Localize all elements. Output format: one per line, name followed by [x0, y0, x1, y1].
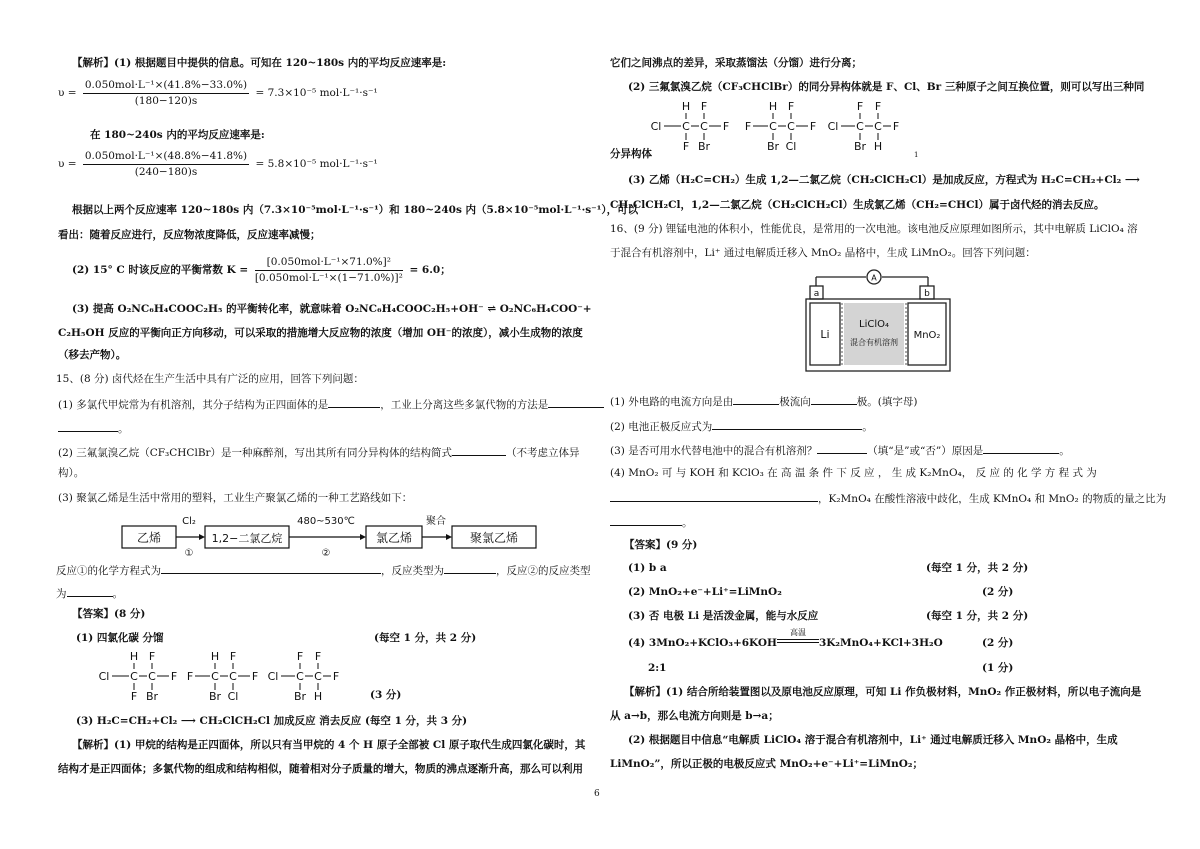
svg-text:F: F [700, 100, 708, 113]
svg-text:F: F [874, 100, 882, 113]
question-15-part3-fill-cont [56, 587, 123, 600]
q16-sub2-end: 。 [862, 421, 873, 433]
analysis-q14-conclusion-a: 根据以上两个反应速率 120~180s 内（7.3×10⁻⁵mol·L⁻¹·s⁻¹）和 180~240s 内（5.8×10⁻⁵mol·L⁻¹·s⁻¹），可以 [72, 204, 639, 216]
analysis-q14-p3-b: C₂H₅OH 反应的平衡向正方向移动，可以采取的措施增大反应物的浓度（增加 OH⁻的浓度），减小生成物的浓度 [58, 327, 583, 339]
svg-text:H: H [768, 100, 778, 113]
q16-sub2-text: (2) 电池正极反应式为 [610, 421, 713, 433]
answer-blank [444, 564, 496, 574]
q15-part3-fill-end: 。 [112, 588, 123, 600]
q16-sub3 [610, 444, 1070, 457]
svg-text:F: F [856, 100, 864, 113]
analysis-q14-p3-a: (3) 提高 O₂NC₆H₄COOC₂H₅ 的平衡转化率，就意味着 O₂NC₆H₄COOC₂H₅+OH⁻ ⇌ O₂NC₆H₄COO⁻+ [72, 303, 592, 315]
answer-15-part1-score: (每空 1 分，共 2 分) [374, 632, 477, 644]
answer-blank [58, 422, 118, 432]
flow-arrow2-step: ② [321, 548, 331, 559]
battery-diagram [804, 272, 954, 374]
isomer-tail: 分异构体 [610, 148, 652, 160]
svg-text:C: C [211, 670, 219, 683]
reaction-condition: 高温 [789, 628, 806, 637]
answer-16-part4-score: (2 分) [982, 637, 1014, 649]
arrow-head-icon [199, 534, 205, 540]
answer-blank [983, 444, 1059, 454]
answer-blank [610, 492, 818, 502]
analysis-q14-intro2: 在 180~240s 内的平均反应速率是: [90, 129, 265, 141]
rate-equation-1 [58, 80, 378, 106]
question-15-header: 15、(8 分) 卤代烃在生产生活中具有广泛的应用，回答下列问题： [56, 373, 364, 385]
svg-text:C: C [130, 670, 138, 683]
svg-text:F: F [332, 670, 340, 683]
svg-text:F: F [722, 120, 730, 133]
svg-text:F: F [787, 100, 795, 113]
q15-part3-fill-a: 反应①的化学方程式为 [56, 565, 161, 577]
question-15-part1-cont [58, 422, 129, 435]
svg-text:F: F [314, 650, 322, 663]
q15-part2-text-a: (2) 三氟氯溴乙烷（CF₃CHClBr）是一种麻醉剂，写出其所有同分异构体的结构简式 [58, 447, 453, 459]
answer-blank [67, 587, 113, 597]
svg-text:H: H [873, 140, 883, 153]
analysis-p3-a: (3) 乙烯（H₂C=CH₂）生成 1,2—二氯乙烷（CH₂ClCH₂Cl）是加成反应，方程式为 H₂C=CH₂+Cl₂ ⟶ [628, 174, 1140, 186]
answer-15-part1: (1) 四氯化碳 分馏 [76, 632, 164, 644]
q15-part1-text-b: ，工业上分离这些多氯代物的方法是 [380, 399, 549, 411]
rate2-fraction [83, 151, 249, 177]
continued-text: 它们之间沸点的差异，采取蒸馏法（分馏）进行分离； [610, 57, 862, 69]
flow-arrow2-condition: 480~530℃ [297, 516, 355, 527]
mno2-label: MnO₂ [913, 330, 941, 341]
svg-text:H: H [681, 100, 691, 113]
arrow-head-icon [446, 534, 452, 540]
answer-blank [548, 398, 604, 408]
q16-sub4-end: 。 [682, 517, 693, 529]
svg-text:F: F [130, 690, 138, 703]
svg-text:H: H [129, 650, 139, 663]
answer-16-part4-left: (4) 3MnO₂+KClO₃+6KOH [628, 637, 777, 649]
svg-text:Cl: Cl [227, 690, 239, 703]
svg-text:F: F [809, 120, 817, 133]
answer-16-part4 [628, 628, 943, 649]
answer-16-part4-right: 3K₂MnO₄+KCl+3H₂O [818, 637, 943, 649]
svg-text:F: F [229, 650, 237, 663]
svg-text:C: C [314, 670, 322, 683]
svg-text:C: C [787, 120, 795, 133]
svg-text:Cl: Cl [650, 120, 662, 133]
svg-text:C: C [874, 120, 882, 133]
question-15-part3: (3) 聚氯乙烯是生活中常用的塑料，工业生产聚氯乙烯的一种工艺路线如下： [58, 492, 413, 504]
answer-blank [733, 395, 779, 405]
analysis-q14-conclusion-b: 看出：随着反应进行，反应物浓度降低，反应速率减慢； [58, 229, 321, 241]
analysis-15-a: 【解析】(1) 甲烷的结构是正四面体，所以只有当甲烷的 4 个 H 原子全部被 Cl 原子取代生成四氯化碳时，其 [72, 739, 586, 751]
answer-blank [610, 516, 682, 526]
flow-arrow1-reagent: Cl₂ [182, 516, 196, 527]
answer-16-part3: (3) 否 电极 Li 是活泼金属，能与水反应 [628, 610, 819, 622]
pvc-process-flowchart [120, 514, 540, 560]
svg-text:F: F [892, 120, 900, 133]
analysis-q14-p3-c: （移去产物）。 [58, 349, 127, 361]
rate1-lhs: υ = [58, 87, 77, 99]
q15-part3-fill-b: ，反应类型为 [381, 565, 444, 577]
page-number: 6 [594, 789, 600, 799]
rate1-result: = 7.3×10⁻⁵ mol·L⁻¹·s⁻¹ [255, 87, 378, 99]
analysis-q14-intro: 【解析】(1) 根据题目中提供的信息。可知在 120~180s 内的平均反应速率是: [72, 57, 447, 69]
flow-label-ethylene: 乙烯 [136, 531, 162, 545]
answer-blank [817, 444, 867, 454]
q16-sub1-c: 极。(填字母) [856, 396, 918, 408]
answer-blank [161, 564, 381, 574]
question-16-header: 16、(9 分) 锂锰电池的体积小，性能优良，是常用的一次电池。该电池反应原理如图所示，其中电解质 LiClO₄ 溶 [610, 223, 1138, 235]
equilibrium-result: = 6.0； [409, 264, 451, 276]
answer-blank [328, 398, 380, 408]
q16-sub4-b [610, 492, 1166, 505]
svg-text:C: C [296, 670, 304, 683]
question-15-part2-cont: 构）。 [58, 467, 85, 479]
svg-text:Cl: Cl [785, 140, 797, 153]
equilibrium-prefix: (2) 15° C 时该反应的平衡常数 K = [72, 264, 249, 276]
answer-16-part1: (1) b a [628, 562, 667, 574]
svg-text:C: C [700, 120, 708, 133]
li-label: Li [820, 328, 830, 341]
q16-sub4: (4) MnO₂ 可 与 KOH 和 KClO₃ 在 高 温 条 件 下 反 应 ， 生 成 K₂MnO₄， 反 应 的 化 学 方 程 式 为 [610, 467, 1097, 479]
svg-text:Cl: Cl [98, 670, 110, 683]
svg-text:H: H [210, 650, 220, 663]
reaction-condition-arrow [777, 628, 819, 646]
analysis-16-d: LiMnO₂”，所以正极的电极反应式 MnO₂+e⁻+Li⁺=LiMnO₂； [610, 758, 923, 770]
q16-sub4-text: ，K₂MnO₄ 在酸性溶液中歧化，生成 KMnO₄ 和 MnO₂ 的物质的量之比为 [818, 493, 1167, 505]
answer-15-part3: (3) H₂C=CH₂+Cl₂ ⟶ CH₂ClCH₂Cl 加成反应 消去反应 (每空 1 分，共 3 分) [76, 715, 468, 727]
rate2-lhs: υ = [58, 158, 77, 170]
q16-sub3-end: 。 [1059, 445, 1070, 457]
solvent-label: 混合有机溶剂 [850, 338, 898, 347]
q16-sub3-b: （填“是”或“否”）原因是 [867, 445, 984, 457]
equilibrium-numerator: [0.050mol·L⁻¹×71.0%]² [255, 257, 403, 271]
analysis-16-a: 【解析】(1) 结合所给装置图以及原电池反应原理，可知 Li 作负极材料，MnO₂ 作正极材料，所以电子流向是 [624, 686, 1142, 698]
svg-text:Br: Br [697, 140, 711, 153]
svg-text:Cl: Cl [267, 670, 279, 683]
flow-arrow1-step: ① [184, 548, 194, 559]
terminal-label-a: a [813, 289, 820, 299]
svg-text:F: F [148, 650, 156, 663]
svg-text:C: C [148, 670, 156, 683]
equilibrium-denominator: [0.050mol·L⁻¹×(1−71.0%)]² [254, 271, 403, 284]
rate2-denominator: (240−180)s [134, 165, 198, 178]
svg-text:F: F [251, 670, 259, 683]
question-15-part3-fill [56, 564, 591, 577]
question-15-part1 [58, 398, 604, 411]
svg-text:H: H [313, 690, 323, 703]
analysis-16-b: 从 a→b，那么电流方向则是 b→a； [610, 710, 779, 722]
svg-text:C: C [769, 120, 777, 133]
rate1-numerator: 0.050mol·L⁻¹×(41.8%−33.0%) [83, 80, 249, 94]
answer-blank [452, 446, 506, 456]
q15-part2-text-b: （不考虑立体异 [506, 447, 580, 459]
electrolyte-label: LiClO₄ [859, 319, 889, 330]
flow-arrow3-label: 聚合 [426, 516, 446, 527]
q16-sub1-b: 极流向 [779, 396, 811, 408]
answer-16-part2-score: (2 分) [982, 586, 1014, 598]
svg-text:Cl: Cl [827, 120, 839, 133]
answer-15-title: 【答案】(8 分) [72, 608, 146, 620]
answer-15-part2-score: (3 分) [370, 689, 402, 701]
svg-text:C: C [682, 120, 690, 133]
question-15-part2 [58, 446, 580, 459]
q16-sub4-c [610, 516, 693, 529]
analysis-16-c: (2) 根据题目中信息“电解质 LiClO₄ 溶于混合有机溶剂中，Li⁺ 通过电解质迁移入 MnO₂ 晶格中，生成 [628, 734, 1118, 746]
isomer-structures-analysis [650, 100, 900, 156]
q16-sub2 [610, 420, 873, 433]
answer-16-part2: (2) MnO₂+e⁻+Li⁺=LiMnO₂ [628, 586, 782, 598]
q15-part3-fill-d: 为 [56, 588, 67, 600]
svg-text:Br: Br [853, 140, 867, 153]
flow-label-pvc: 聚氯乙烯 [469, 531, 519, 545]
ammeter-label: A [871, 273, 877, 283]
isomer-intro: (2) 三氟氯溴乙烷（CF₃CHClBr）的同分异构体就是 F、Cl、Br 三种原子之间互换位置，则可以写出三种同 [628, 81, 1145, 93]
svg-text:F: F [170, 670, 178, 683]
flow-label-dichloroethane: 1,2−二氯乙烷 [211, 532, 283, 545]
rate1-denominator: (180−120)s [134, 94, 198, 107]
rate-equation-2 [58, 151, 378, 177]
terminal-label-b: b [924, 289, 930, 299]
q15-part1-text-a: (1) 多氯代甲烷常为有机溶剂，其分子结构为正四面体的是 [58, 399, 329, 411]
rate1-fraction [83, 80, 249, 106]
q15-part1-end: 。 [118, 423, 129, 435]
rate2-numerator: 0.050mol·L⁻¹×(48.8%−41.8%) [83, 151, 249, 165]
answer-16-title: 【答案】(9 分) [624, 539, 698, 551]
answer-16-part5: 2:1 [648, 662, 667, 674]
svg-text:C: C [229, 670, 237, 683]
answer-blank [712, 420, 862, 430]
answer-blank [811, 395, 857, 405]
svg-text:Br: Br [293, 690, 307, 703]
answer-16-part3-score: (每空 1 分，共 2 分) [926, 610, 1029, 622]
svg-text:F: F [186, 670, 194, 683]
svg-text:F: F [744, 120, 752, 133]
q16-sub3-a: (3) 是否可用水代替电池中的混合有机溶剂？ [610, 445, 818, 457]
svg-text:Br: Br [208, 690, 222, 703]
question-16-header-2: 于混合有机溶剂中，Li⁺ 通过电解质迁移入 MnO₂ 晶格中，生成 LiMnO₂。回答下列问题： [610, 247, 1036, 259]
answer-16-part5-score: (1 分) [982, 662, 1014, 674]
svg-text:F: F [682, 140, 690, 153]
isomer-structures [98, 650, 338, 706]
svg-text:Br: Br [145, 690, 159, 703]
electrolyte-region [844, 303, 904, 365]
equilibrium-fraction [255, 257, 403, 283]
rate2-result: = 5.8×10⁻⁵ mol·L⁻¹·s⁻¹ [255, 158, 378, 170]
flow-label-vinyl-chloride: 氯乙烯 [375, 531, 413, 545]
analysis-15-b: 结构才是正四面体；多氯代物的组成和结构相似，随着相对分子质量的增大，物质的沸点逐渐升高，那么可以利用 [58, 763, 583, 775]
answer-16-part1-score: (每空 1 分，共 2 分) [926, 562, 1029, 574]
svg-text:Br: Br [766, 140, 780, 153]
q16-sub1-a: (1) 外电路的电流方向是由 [610, 396, 734, 408]
svg-text:C: C [856, 120, 864, 133]
analysis-p3-b: CH₂ClCH₂Cl，1,2—二氯乙烷（CH₂ClCH₂Cl）生成氯乙烯（CH₂=CHCl）属于卤代烃的消去反应。 [610, 199, 1105, 211]
equilibrium-constant-line [72, 257, 451, 283]
arrow-head-icon [360, 534, 366, 540]
q16-sub1 [610, 395, 917, 408]
q15-part3-fill-c: ，反应②的反应类型 [496, 565, 591, 577]
svg-text:F: F [296, 650, 304, 663]
isomer-mark: 1 [914, 151, 919, 159]
